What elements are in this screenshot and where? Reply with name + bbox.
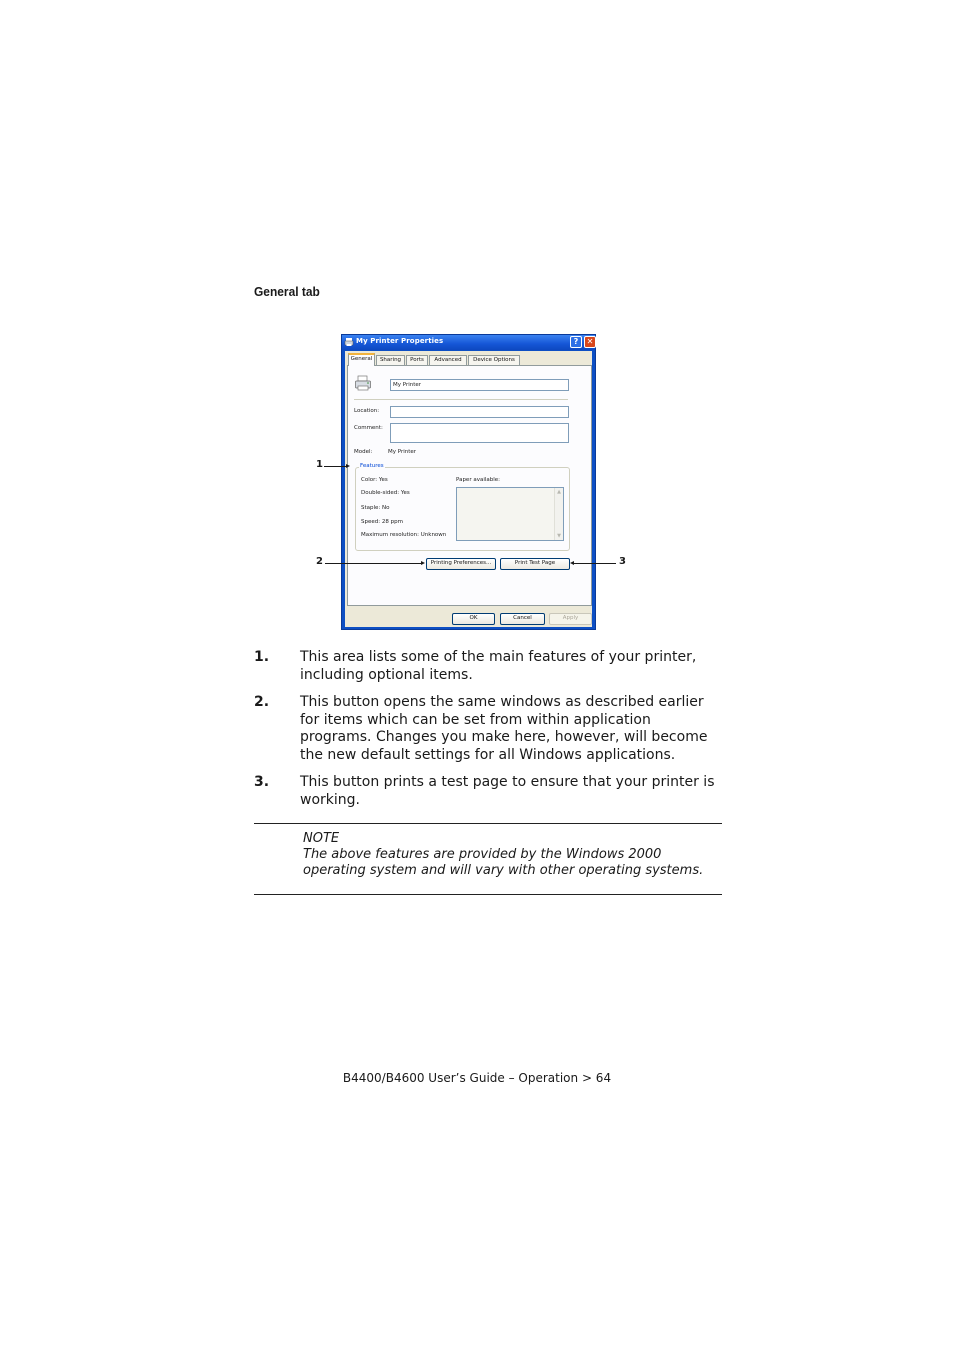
location-label: Location: — [354, 408, 380, 414]
section-heading: General tab — [254, 284, 320, 299]
general-tab-panel — [347, 365, 592, 606]
printing-preferences-button[interactable]: Printing Preferences... — [426, 558, 496, 570]
callout-1: 1 — [316, 459, 323, 470]
printer-icon — [344, 337, 354, 347]
item-3-number: 3. — [254, 774, 270, 790]
page-footer: B4400/B4600 User’s Guide – Operation > 64 — [342, 1071, 612, 1085]
tab-sharing[interactable]: Sharing — [376, 355, 405, 365]
callout-2: 2 — [316, 556, 323, 567]
apply-button: Apply — [549, 613, 592, 625]
callout-1-line — [324, 466, 348, 467]
item-1-number: 1. — [254, 649, 270, 665]
note-text: The above features are provided by the Windows 2000 operating system and will vary with other operating systems. — [303, 847, 704, 878]
feature-staple: Staple: No — [361, 505, 390, 511]
callout-1-arrow-icon — [346, 464, 350, 468]
location-field[interactable] — [390, 406, 569, 418]
printer-properties-dialog — [341, 334, 596, 630]
feature-speed: Speed: 28 ppm — [361, 519, 403, 525]
help-button[interactable]: ? — [570, 336, 582, 348]
printer-name-field[interactable]: My Printer — [390, 379, 569, 391]
model-label: Model: — [354, 449, 373, 455]
item-3-text: This button prints a test page to ensure that your printer is working. — [300, 774, 715, 808]
paper-list-scrollbar[interactable] — [554, 488, 563, 540]
close-button[interactable]: ✕ — [584, 336, 596, 348]
features-title: Features — [360, 463, 384, 469]
callout-3-arrow-icon — [570, 561, 574, 565]
callout-2-arrow-icon — [421, 561, 425, 565]
dialog-title: My Printer Properties — [356, 337, 444, 345]
tab-ports[interactable]: Ports — [406, 355, 428, 365]
model-value: My Printer — [388, 449, 417, 455]
print-test-page-button[interactable]: Print Test Page — [500, 558, 570, 570]
comment-field[interactable] — [390, 423, 569, 443]
ok-button[interactable]: OK — [452, 613, 495, 625]
tab-device-options[interactable]: Device Options — [468, 355, 520, 365]
paper-available-list[interactable] — [456, 487, 564, 541]
tab-advanced[interactable]: Advanced — [429, 355, 467, 365]
cancel-button[interactable]: Cancel — [500, 613, 545, 625]
separator — [354, 399, 568, 400]
note-top-rule — [254, 823, 722, 824]
scroll-up-icon[interactable]: ▲ — [557, 489, 561, 495]
item-1-text: This area lists some of the main features of your printer, including optional items. — [300, 649, 697, 683]
tab-general[interactable]: General — [348, 353, 375, 366]
feature-double-sided: Double-sided: Yes — [361, 490, 410, 496]
feature-resolution: Maximum resolution: Unknown — [361, 532, 447, 538]
callout-3-line — [573, 563, 616, 564]
callout-2-line — [325, 563, 423, 564]
scroll-down-icon[interactable]: ▼ — [557, 533, 561, 539]
dialog-titlebar — [342, 335, 595, 350]
item-2-text: This button opens the same windows as described earlier for items which can be set from within application programs. Changes you make here, however, will become the new default settings for all Windows applications. — [300, 694, 708, 763]
dialog-client — [345, 351, 592, 627]
note-bottom-rule — [254, 894, 722, 895]
paper-available-label: Paper available: — [456, 477, 501, 483]
note-label: NOTE — [303, 831, 340, 846]
callout-3: 3 — [619, 556, 626, 567]
comment-label: Comment: — [354, 425, 383, 431]
large-printer-icon — [354, 374, 372, 392]
item-2-number: 2. — [254, 694, 270, 710]
feature-color: Color: Yes — [361, 477, 388, 483]
